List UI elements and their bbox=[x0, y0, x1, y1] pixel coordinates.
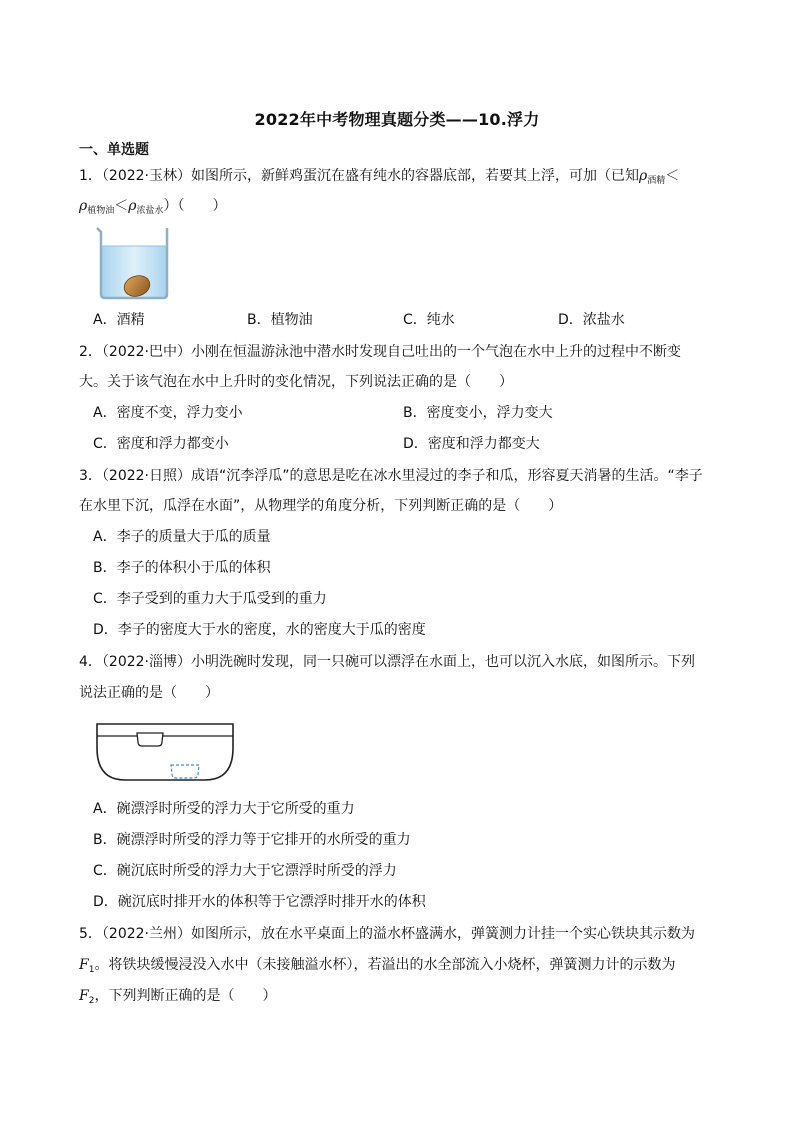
f2-symbol: F bbox=[79, 988, 89, 1004]
q2-option-c[interactable]: C．密度和浮力都变小 bbox=[93, 436, 229, 452]
question-3-line-1: 3．（2022·日照）成语“沉李浮瓜”的意思是吃在冰水里浸过的李子和瓜，形容夏天消暑的生活。“李子 bbox=[79, 468, 703, 484]
q1-option-d[interactable]: D．浓盐水 bbox=[558, 312, 625, 328]
basin-outline bbox=[97, 724, 233, 780]
question-1-line-1: 1．（2022·玉林）如图所示，新鲜鸡蛋沉在盛有纯水的容器底部，若要其上浮，可加（已知$\rho_{酒精}<$ bbox=[79, 168, 680, 186]
f1-symbol: F bbox=[79, 957, 89, 973]
rho-symbol: ρ bbox=[638, 168, 648, 184]
q3-option-b[interactable]: B．李子的体积小于瓜的体积 bbox=[93, 560, 271, 576]
q3-option-d[interactable]: D．李子的密度大于水的密度，水的密度大于瓜的密度 bbox=[93, 622, 426, 638]
question-5-line-2: $F_1$。将铁块缓慢浸没入水中（未接触溢水杯），若溢出的水全部流入小烧杯，弹簧测力计的示数为 bbox=[79, 957, 676, 975]
question-2-line-2: 大。关于该气泡在水中上升时的变化情况，下列说法正确的是（ ） bbox=[79, 374, 513, 390]
beaker-egg-figure bbox=[95, 224, 175, 304]
question-3-line-2: 在水里下沉，瓜浮在水面”，从物理学的角度分析，下列判断正确的是（ ） bbox=[79, 498, 563, 514]
q1-option-b[interactable]: B．植物油 bbox=[247, 312, 313, 328]
q4-option-a[interactable]: A．碗漂浮时所受的浮力大于它所受的重力 bbox=[93, 801, 355, 817]
page-title: 2022年中考物理真题分类——10.浮力 bbox=[254, 110, 540, 129]
q3-option-c[interactable]: C．李子受到的重力大于瓜受到的重力 bbox=[93, 591, 327, 607]
question-5-line-1: 5．（2022·兰州）如图所示，放在水平桌面上的溢水杯盛满水，弹簧测力计挂一个实心铁块其示数为 bbox=[79, 926, 695, 942]
question-1-line-2: $\rho_{植物油}<\rho_{浓盐水}$）（ ） bbox=[79, 198, 227, 216]
basin-bowl-figure bbox=[95, 720, 235, 784]
q2-option-a[interactable]: A．密度不变，浮力变小 bbox=[93, 405, 243, 421]
q4-option-d[interactable]: D．碗沉底时排开水的体积等于它漂浮时排开水的体积 bbox=[93, 894, 426, 910]
q2-option-d[interactable]: D．密度和浮力都变大 bbox=[403, 436, 540, 452]
q1-option-c[interactable]: C．纯水 bbox=[403, 312, 455, 328]
q4-option-c[interactable]: C．碗沉底时所受的浮力大于它漂浮时所受的浮力 bbox=[93, 863, 397, 879]
section-heading: 一、单选题 bbox=[79, 142, 149, 158]
q3-option-a[interactable]: A．李子的质量大于瓜的质量 bbox=[93, 529, 271, 545]
question-4-line-2: 说法正确的是（ ） bbox=[79, 685, 219, 701]
question-5-line-3: $F_2$，下列判断正确的是（ ） bbox=[79, 988, 277, 1006]
q2-option-b[interactable]: B．密度变小，浮力变大 bbox=[403, 405, 553, 421]
floating-bowl bbox=[137, 733, 163, 746]
question-4-line-1: 4．（2022·淄博）小明洗碗时发现，同一只碗可以漂浮在水面上，也可以沉入水底，如图所示。下列 bbox=[79, 654, 695, 670]
question-2-line-1: 2．（2022·巴中）小刚在恒温游泳池中潜水时发现自己吐出的一个气泡在水中上升的过程中不断变 bbox=[79, 344, 681, 360]
q1-option-a[interactable]: A．酒精 bbox=[93, 312, 145, 328]
q4-option-b[interactable]: B．碗漂浮时所受的浮力等于它排开的水所受的重力 bbox=[93, 832, 411, 848]
